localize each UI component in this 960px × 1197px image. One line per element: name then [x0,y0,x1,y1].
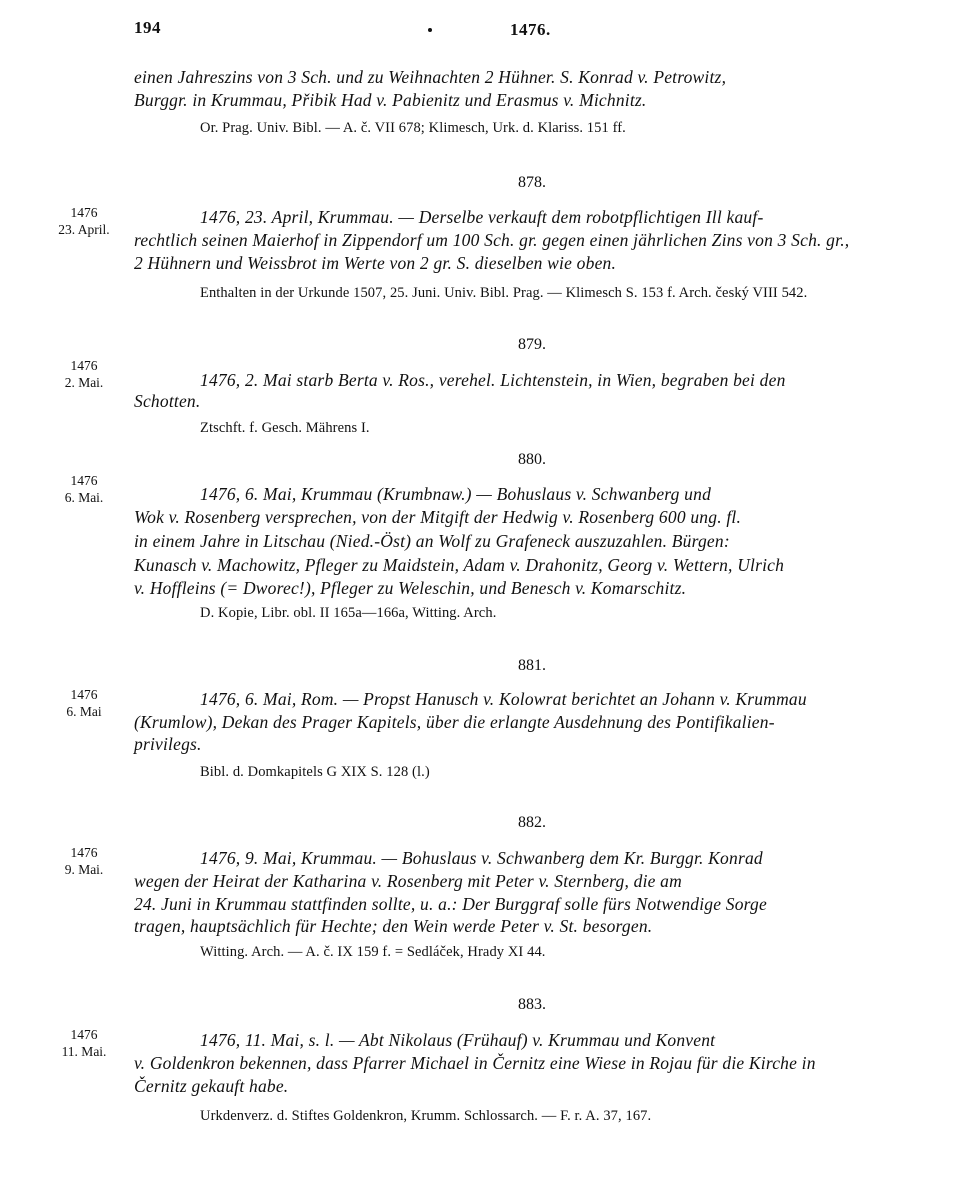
margin-date-day: 9. Mai. [64,862,104,877]
margin-date-day: 6. Mai. [64,490,104,505]
entry-number: 880. [518,451,546,468]
intro-line: Burggr. in Krummau, Přibik Had v. Pabienitz und Erasmus v. Michnitz. [134,90,647,110]
margin-date-year: 1476 [70,845,98,860]
entry-line: 1476, 2. Mai starb Berta v. Ros., verehel. Lichtenstein, in Wien, begraben bei den [200,370,786,390]
entry-number: 879. [518,336,546,353]
entry-source: Bibl. d. Domkapitels G XIX S. 128 (l.) [200,764,430,780]
entry-line: 1476, 9. Mai, Krummau. — Bohuslaus v. Schwanberg dem Kr. Burggr. Konrad [200,848,763,868]
entry-line: privilegs. [134,734,202,754]
margin-date-year: 1476 [70,205,98,220]
entry-line: 2 Hühnern und Weissbrot im Werte von 2 gr. S. dieselben wie oben. [134,253,617,273]
entry-number: 882. [518,814,546,831]
entry-line: v. Hoffleins (= Dworec!), Pfleger zu Weleschin, und Benesch v. Komarschitz. [134,578,687,598]
header-dot [428,28,432,32]
margin-date-day: 23. April. [58,222,110,237]
entry-number: 883. [518,996,546,1013]
margin-date-day: 11. Mai. [61,1044,107,1059]
entry-line: v. Goldenkron bekennen, dass Pfarrer Michael in Černitz eine Wiese in Rojau für die Kirche in [134,1053,816,1073]
entry-line: tragen, hauptsächlich für Hechte; den Wein werde Peter v. St. besorgen. [134,916,653,936]
entry-line: Kunasch v. Machowitz, Pfleger zu Maidstein, Adam v. Drahonitz, Georg v. Wettern, Ulrich [134,555,785,575]
margin-date [34,1026,134,1060]
margin-date [34,844,134,878]
margin-date-day: 2. Mai. [64,375,104,390]
entry-source: Witting. Arch. — A. č. IX 159 f. = Sedláček, Hrady XI 44. [200,944,546,960]
entry-line: 24. Juni in Krummau stattfinden sollte, u. a.: Der Burggraf solle fürs Notwendige Sorge [134,894,767,914]
page-year-heading: 1476. [510,20,551,39]
margin-date-day: 6. Mai [66,704,102,719]
entry-line: rechtlich seinen Maierhof in Zippendorf um 100 Sch. gr. gegen einen jährlichen Zins von 3 Sch. gr., [134,230,850,250]
entry-source: D. Kopie, Libr. obl. II 165a—166a, Witting. Arch. [200,605,497,621]
entry-line: 1476, 6. Mai, Krummau (Krumbnaw.) — Bohuslaus v. Schwanberg und [200,484,712,504]
margin-date [34,357,134,391]
intro-source: Or. Prag. Univ. Bibl. — A. č. VII 678; Klimesch, Urk. d. Klariss. 151 ff. [200,120,626,136]
entry-line: Wok v. Rosenberg versprechen, von der Mitgift der Hedwig v. Rosenberg 600 ung. fl. [134,507,742,527]
intro-line: einen Jahreszins von 3 Sch. und zu Weihnachten 2 Hühner. S. Konrad v. Petrowitz, [134,67,727,87]
entry-source: Enthalten in der Urkunde 1507, 25. Juni. Univ. Bibl. Prag. — Klimesch S. 153 f. Arch. český VIII 542. [200,285,808,301]
entry-source: Ztschft. f. Gesch. Mährens I. [200,420,370,436]
margin-date [34,686,134,720]
page-number: 194 [134,18,161,37]
entry-source: Urkdenverz. d. Stiftes Goldenkron, Krumm. Schlossarch. — F. r. A. 37, 167. [200,1108,652,1124]
entry-line: wegen der Heirat der Katharina v. Rosenberg mit Peter v. Sternberg, die am [134,871,682,891]
margin-date-year: 1476 [70,473,98,488]
entry-line: 1476, 23. April, Krummau. — Derselbe verkauft dem robotpflichtigen Ill kauf- [200,207,764,227]
entry-line: 1476, 6. Mai, Rom. — Propst Hanusch v. Kolowrat berichtet an Johann v. Krummau [200,689,807,709]
entry-line: 1476, 11. Mai, s. l. — Abt Nikolaus (Frühauf) v. Krummau und Konvent [200,1030,716,1050]
margin-date [34,472,134,506]
entry-number: 881. [518,657,546,674]
entry-line: (Krumlow), Dekan des Prager Kapitels, über die erlangte Ausdehnung des Pontifikalien- [134,712,775,732]
entry-line: Černitz gekauft habe. [134,1076,289,1096]
entry-line: Schotten. [134,391,201,411]
margin-date-year: 1476 [70,687,98,702]
margin-date-year: 1476 [70,1027,98,1042]
entry-number: 878. [518,174,546,191]
margin-date-year: 1476 [70,358,98,373]
entry-line: in einem Jahre in Litschau (Nied.-Öst) an Wolf zu Grafeneck auszuzahlen. Bürgen: [134,531,730,551]
margin-date [34,204,134,238]
